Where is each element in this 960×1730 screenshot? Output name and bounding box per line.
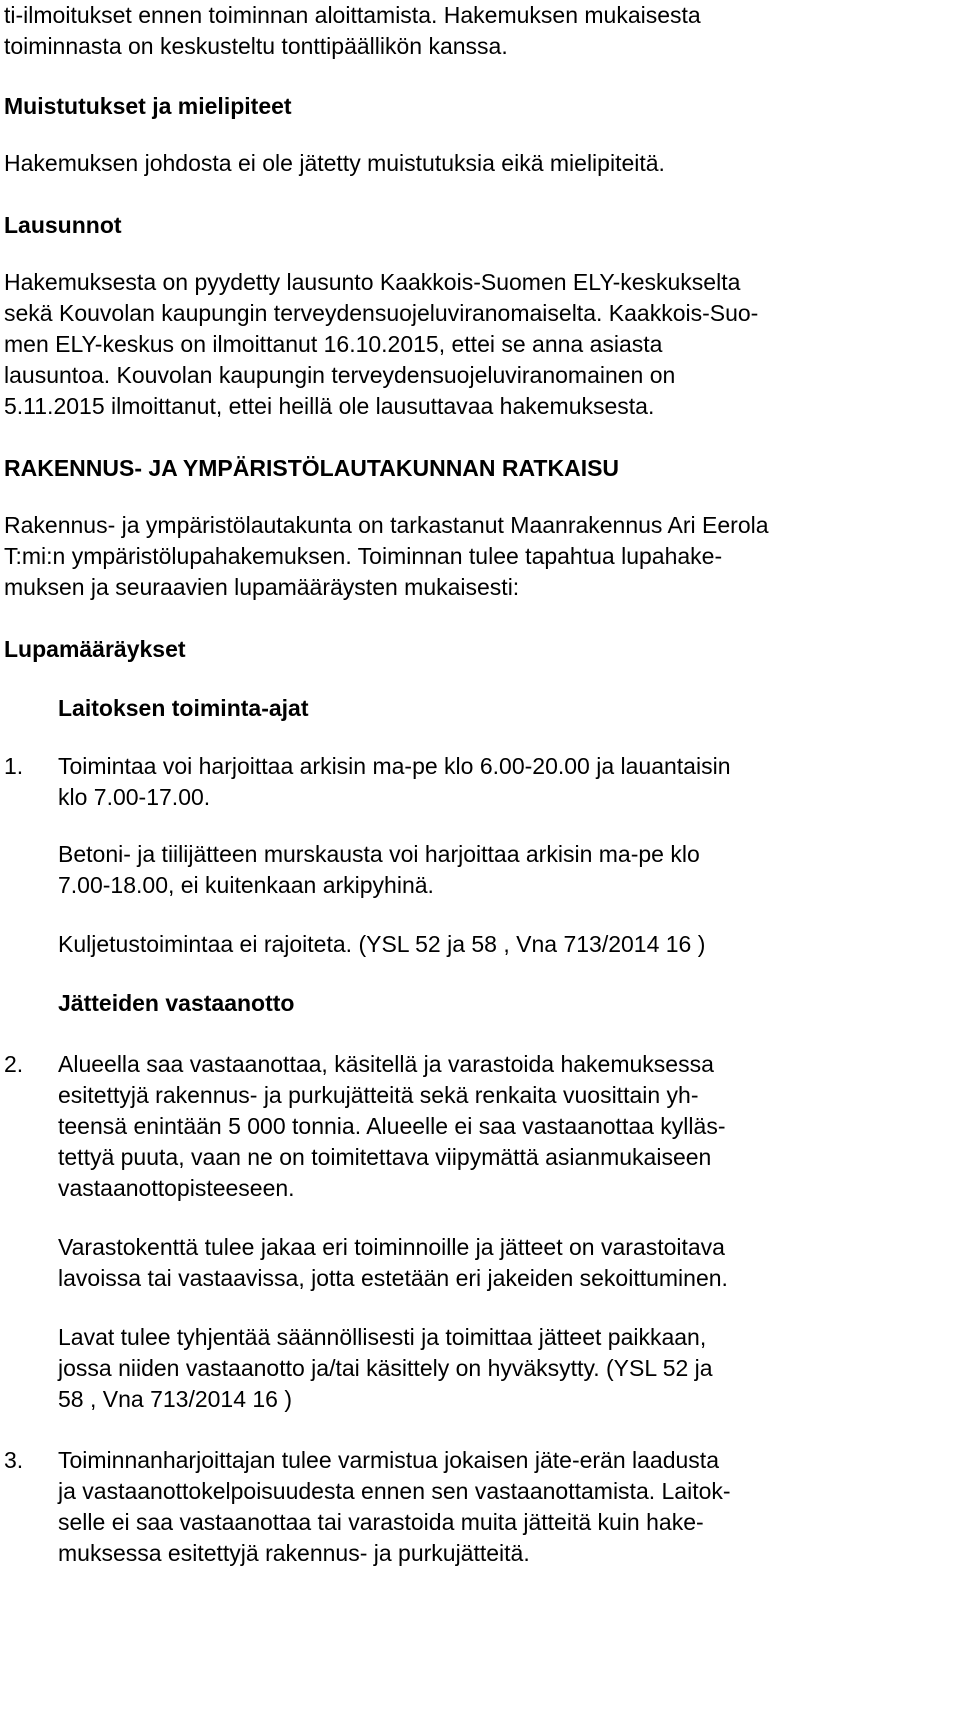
- item-number: 1.: [4, 753, 24, 779]
- paragraph-line: 5.11.2015 ilmoittanut, ettei heillä ole lausuttavaa hakemuksesta.: [4, 393, 655, 419]
- item-line: selle ei saa vastaanottaa tai varastoida muita jätteitä kuin hake-: [58, 1509, 704, 1535]
- item-line: jossa niiden vastaanotto ja/tai käsittely on hyväksytty. (YSL 52 ja: [58, 1355, 713, 1381]
- paragraph-line: T:mi:n ympäristölupahakemuksen. Toiminnan tulee tapahtua lupahake-: [4, 543, 723, 569]
- paragraph-line: muksen ja seuraavien lupamääräysten mukaisesti:: [4, 574, 520, 600]
- item-line: Lavat tulee tyhjentää säännöllisesti ja toimittaa jätteet paikkaan,: [58, 1324, 707, 1350]
- paragraph-line: Rakennus- ja ympäristölautakunta on tarkastanut Maanrakennus Ari Eerola: [4, 512, 769, 538]
- heading-ratkaisu: RAKENNUS- JA YMPÄRISTÖLAUTAKUNNAN RATKAISU: [4, 455, 620, 481]
- item-number: 2.: [4, 1051, 24, 1077]
- heading-muistutukset: Muistutukset ja mielipiteet: [4, 93, 292, 119]
- subheading-jatteiden-vastaanotto: Jätteiden vastaanotto: [58, 990, 295, 1016]
- item-line: Varastokenttä tulee jakaa eri toiminnoille ja jätteet on varastoitava: [58, 1234, 725, 1260]
- item-line: Toimintaa voi harjoittaa arkisin ma-pe klo 6.00-20.00 ja lauantaisin: [58, 753, 731, 779]
- item-line: Betoni- ja tiilijätteen murskausta voi harjoittaa arkisin ma-pe klo: [58, 841, 700, 867]
- paragraph-line: sekä Kouvolan kaupungin terveydensuojeluviranomaiselta. Kaakkois-Suo-: [4, 300, 759, 326]
- item-line: Toiminnanharjoittajan tulee varmistua jokaisen jäte-erän laadusta: [58, 1447, 719, 1473]
- paragraph-line: lausuntoa. Kouvolan kaupungin terveydensuojeluviranomainen on: [4, 362, 676, 388]
- paragraph-line: Hakemuksesta on pyydetty lausunto Kaakkois-Suomen ELY-keskukselta: [4, 269, 741, 295]
- heading-lupamaaraykset: Lupamääräykset: [4, 636, 186, 662]
- item-line: lavoissa tai vastaavissa, jotta estetään eri jakeiden sekoittuminen.: [58, 1265, 728, 1291]
- item-line: vastaanottopisteeseen.: [58, 1175, 295, 1201]
- item-line: ja vastaanottokelpoisuudesta ennen sen vastaanottamista. Laitok-: [58, 1478, 731, 1504]
- paragraph-line: men ELY-keskus on ilmoittanut 16.10.2015, ettei se anna asiasta: [4, 331, 663, 357]
- item-line: 58 , Vna 713/2014 16 ): [58, 1386, 293, 1412]
- item-line: esitettyjä rakennus- ja purkujätteitä sekä renkaita vuosittain yh-: [58, 1082, 699, 1108]
- item-line: Kuljetustoimintaa ei rajoiteta. (YSL 52 ja 58 , Vna 713/2014 16 ): [58, 931, 706, 957]
- subheading-toiminta-ajat: Laitoksen toiminta-ajat: [58, 695, 309, 721]
- item-number: 3.: [4, 1447, 24, 1473]
- intro-line: toiminnasta on keskusteltu tonttipäällikön kanssa.: [4, 33, 508, 59]
- item-line: Alueella saa vastaanottaa, käsitellä ja varastoida hakemuksessa: [58, 1051, 714, 1077]
- item-line: muksessa esitettyjä rakennus- ja purkujätteitä.: [58, 1540, 530, 1566]
- heading-lausunnot: Lausunnot: [4, 212, 122, 238]
- item-line: tettyä puuta, vaan ne on toimitettava viipymättä asianmukaiseen: [58, 1144, 712, 1170]
- paragraph-muistutukset: Hakemuksen johdosta ei ole jätetty muistutuksia eikä mielipiteitä.: [4, 150, 665, 176]
- intro-line: ti-ilmoitukset ennen toiminnan aloittamista. Hakemuksen mukaisesta: [4, 2, 701, 28]
- item-line: teensä enintään 5 000 tonnia. Alueelle ei saa vastaanottaa kylläs-: [58, 1113, 726, 1139]
- item-line: 7.00-18.00, ei kuitenkaan arkipyhinä.: [58, 872, 434, 898]
- item-line: klo 7.00-17.00.: [58, 784, 211, 810]
